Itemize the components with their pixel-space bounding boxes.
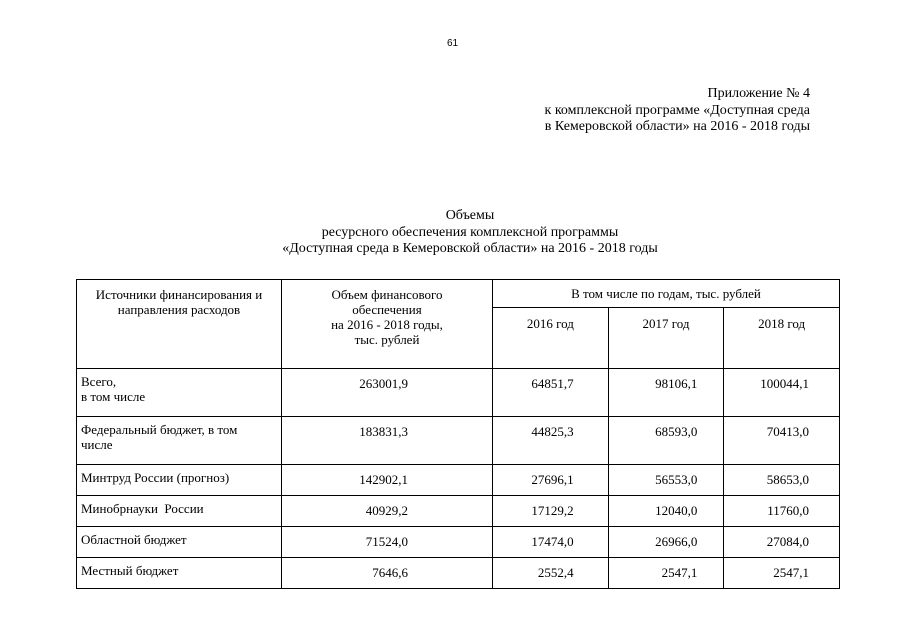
cell-2017: 68593,0: [608, 417, 724, 465]
table-row: [77, 527, 840, 558]
appendix-line-2: к комплексной программе «Доступная среда: [544, 102, 810, 118]
header-source: Источники финансирования и направления расходов: [77, 280, 282, 369]
cell-2018: 27084,0: [724, 527, 840, 558]
row-name: Федеральный бюджет, в том числе: [77, 417, 282, 465]
title-line-1: Объемы: [445, 208, 495, 223]
resource-table: [76, 279, 840, 589]
cell-2018: 2547,1: [724, 558, 840, 589]
row-name: Минобрнауки России: [77, 496, 282, 527]
row-name: Минтруд России (прогноз): [77, 465, 282, 496]
cell-2016: 17129,2: [493, 496, 609, 527]
cell-2017: 56553,0: [608, 465, 724, 496]
cell-total: 183831,3: [282, 417, 493, 465]
cell-2018: 100044,1: [724, 369, 840, 417]
cell-2017: 12040,0: [608, 496, 724, 527]
header-total: Объем финансового обеспечения на 2016 - 2018 годы, тыс. рублей: [282, 280, 493, 369]
header-year-2016: 2016 год: [493, 308, 609, 369]
title-line-3: «Доступная среда в Кемеровской области» на 2016 - 2018 годы: [282, 241, 658, 256]
cell-2018: 11760,0: [724, 496, 840, 527]
cell-2016: 2552,4: [493, 558, 609, 589]
row-name: Всего, в том числе: [77, 369, 282, 417]
table-row: [77, 369, 840, 417]
cell-total: 40929,2: [282, 496, 493, 527]
cell-2018: 58653,0: [724, 465, 840, 496]
appendix-line-3: в Кемеровской области» на 2016 - 2018 годы: [544, 119, 810, 134]
table-row: [77, 496, 840, 527]
appendix-line-1: Приложение № 4: [707, 86, 810, 101]
cell-2018: 70413,0: [724, 417, 840, 465]
cell-2017: 2547,1: [608, 558, 724, 589]
cell-2016: 64851,7: [493, 369, 609, 417]
cell-total: 142902,1: [282, 465, 493, 496]
cell-2016: 17474,0: [493, 527, 609, 558]
cell-2016: 27696,1: [493, 465, 609, 496]
cell-total: 263001,9: [282, 369, 493, 417]
table-row: [77, 558, 840, 589]
header-year-2018: 2018 год: [724, 308, 840, 369]
table-row: [77, 465, 840, 496]
row-name: Областной бюджет: [77, 527, 282, 558]
appendix-caption: [520, 86, 810, 136]
cell-2017: 98106,1: [608, 369, 724, 417]
cell-total: 71524,0: [282, 527, 493, 558]
cell-total: 7646,6: [282, 558, 493, 589]
row-name: Местный бюджет: [77, 558, 282, 589]
cell-2017: 26966,0: [608, 527, 724, 558]
header-by-year: В том числе по годам, тыс. рублей: [493, 280, 840, 308]
header-year-2017: 2017 год: [608, 308, 724, 369]
table-row: [77, 417, 840, 465]
document-title: [200, 208, 740, 258]
cell-2016: 44825,3: [493, 417, 609, 465]
page-number: 61: [446, 38, 459, 49]
title-line-2: ресурсного обеспечения комплексной программы: [321, 224, 619, 240]
